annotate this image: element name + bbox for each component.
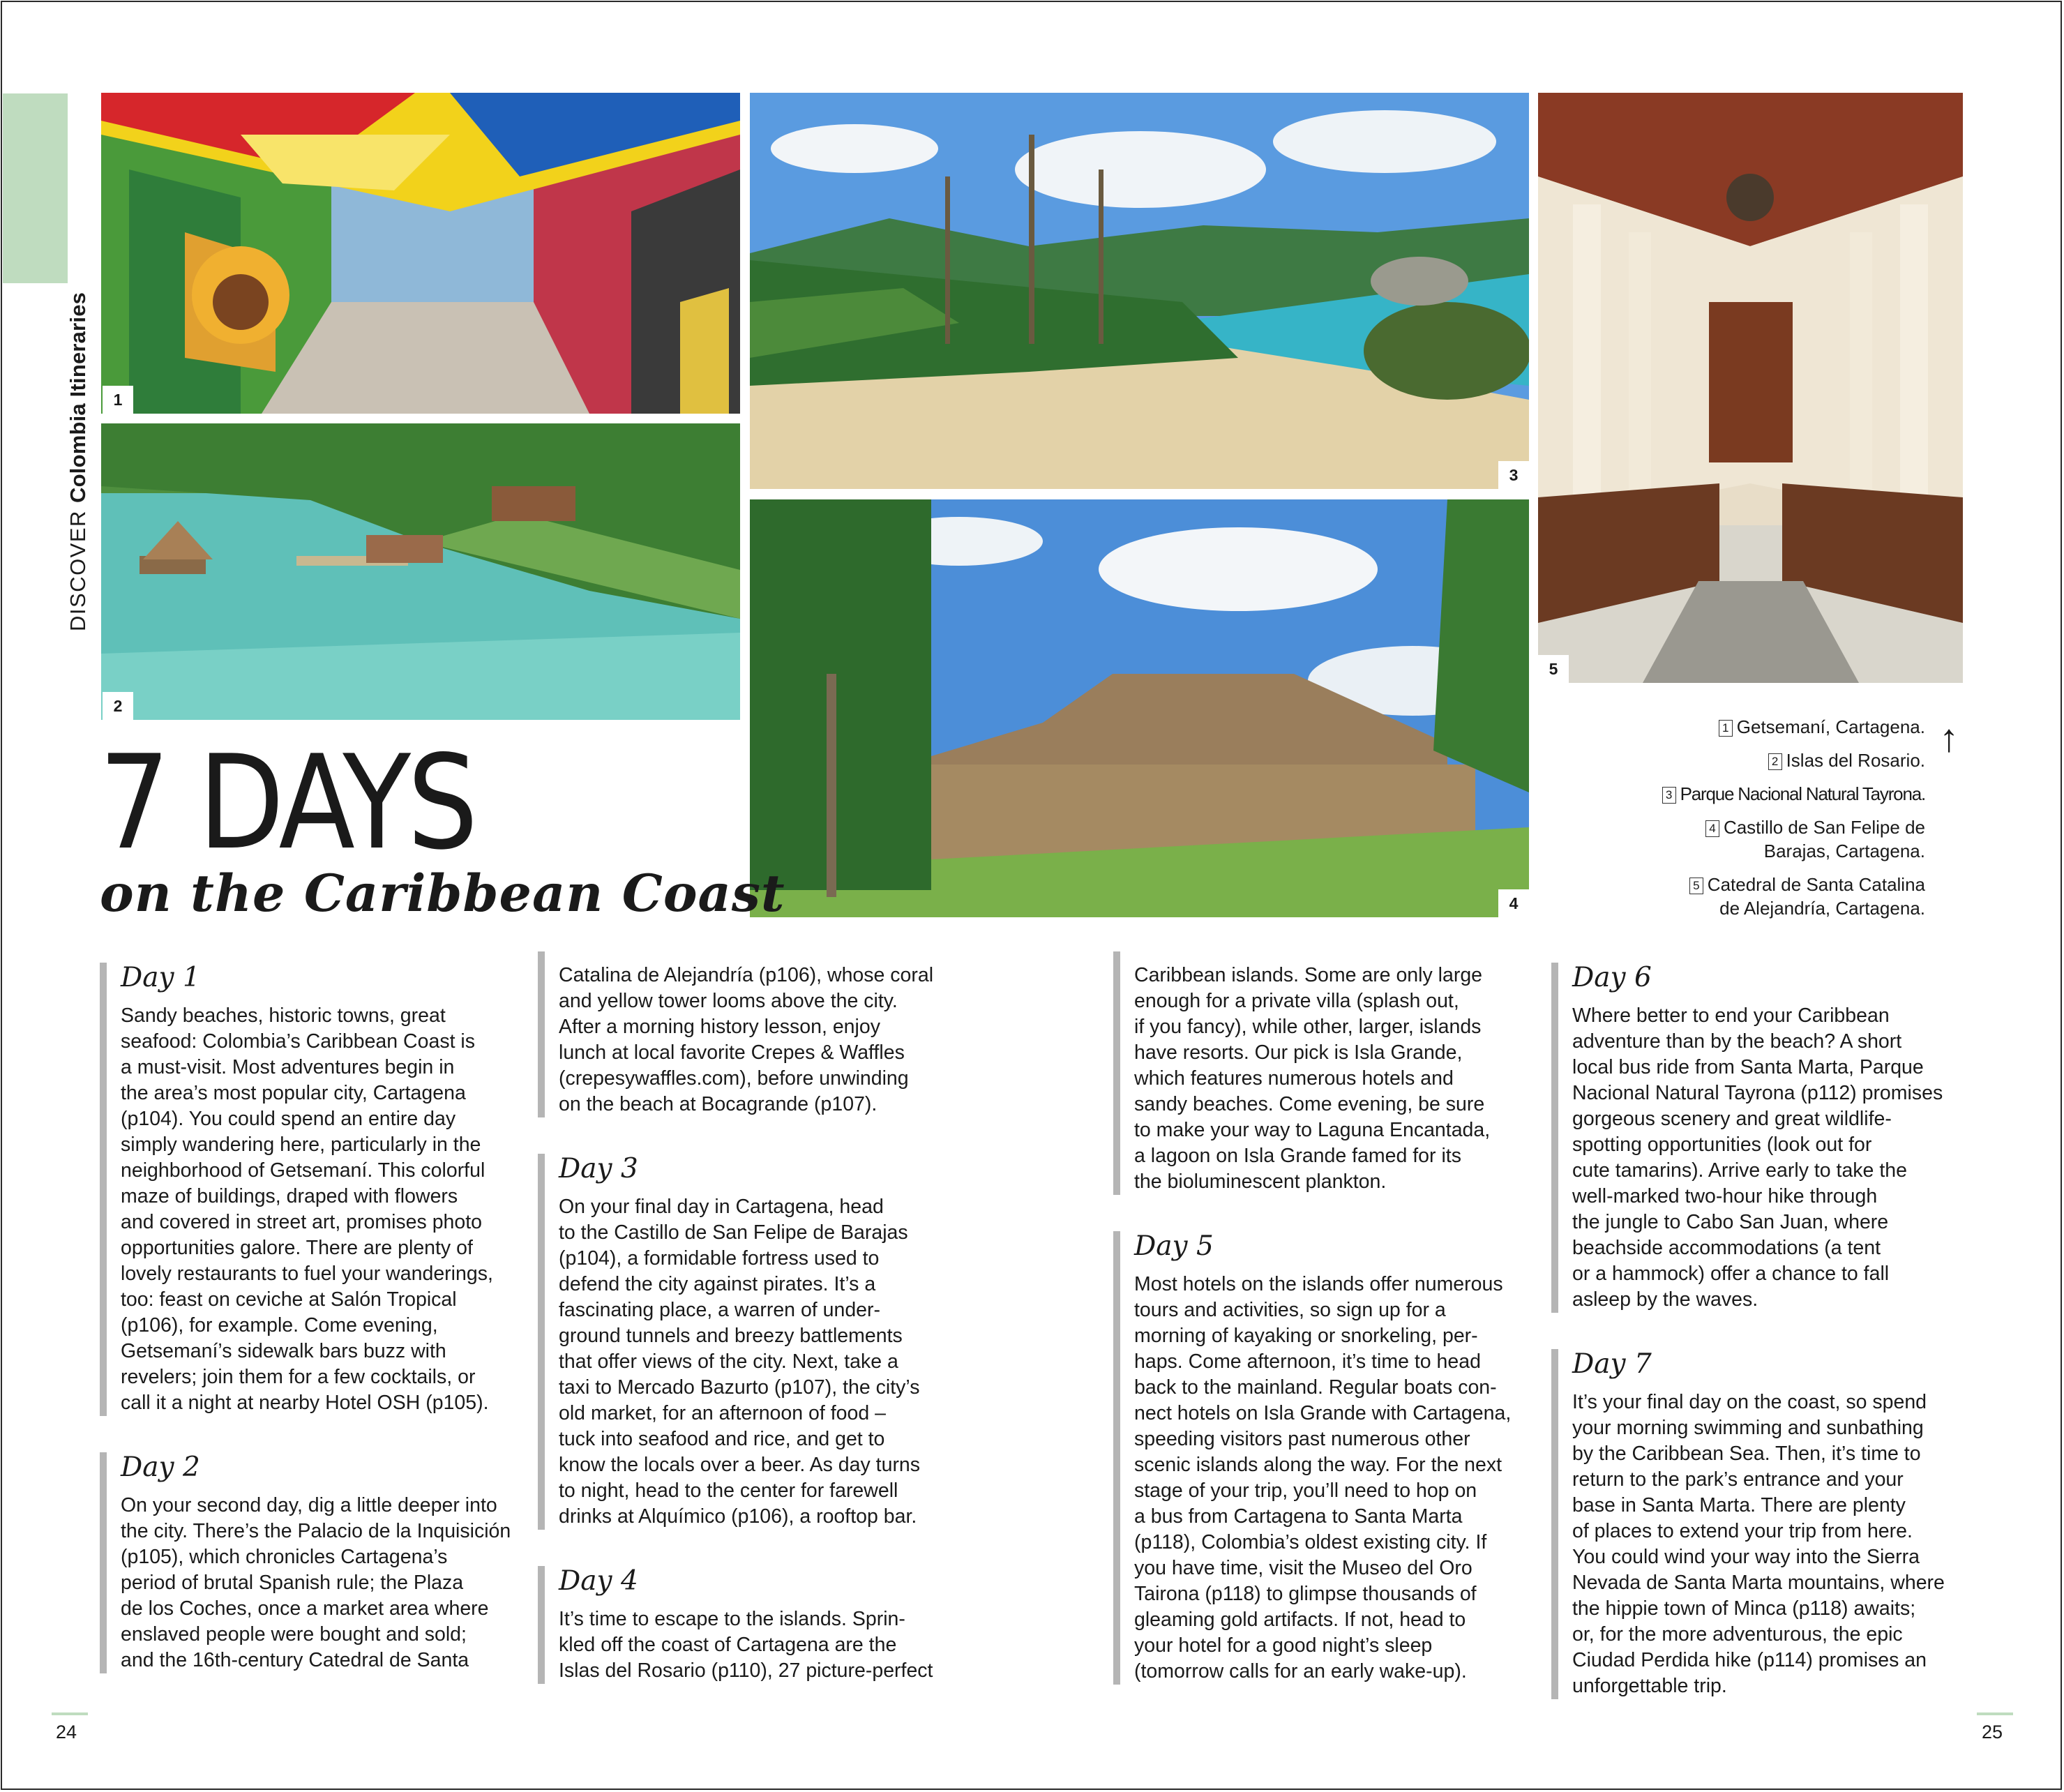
caption-text: Parque Nacional Natural Tayrona. bbox=[1680, 783, 1925, 804]
text-line: or a hammock) offer a chance to fall bbox=[1572, 1263, 1890, 1285]
text-line: Where better to end your Caribbean bbox=[1572, 1004, 1890, 1027]
day-heading: Day 5 bbox=[1134, 1230, 1214, 1262]
text-line: know the locals over a beer. As day turns bbox=[559, 1454, 921, 1476]
text-line: the hippie town of Minca (p118) awaits; bbox=[1572, 1597, 1916, 1620]
text-line: gleaming gold artifacts. If not, head to bbox=[1134, 1609, 1466, 1631]
text-line: asleep by the waves. bbox=[1572, 1288, 1758, 1311]
page-subtitle: on the Caribbean Coast bbox=[100, 864, 785, 924]
text-line: the area’s most popular city, Cartagena bbox=[121, 1082, 466, 1104]
photo-number: 3 bbox=[1498, 461, 1529, 489]
island-photo-icon bbox=[101, 423, 740, 720]
photo-number: 5 bbox=[1538, 655, 1569, 683]
caption-5 bbox=[1590, 873, 1925, 920]
photo-captions bbox=[1590, 715, 1925, 930]
text-line: tours and activities, so sign up for a bbox=[1134, 1299, 1446, 1321]
day-2-continued bbox=[559, 963, 949, 1117]
photo-number: 2 bbox=[103, 692, 133, 720]
caption-1 bbox=[1590, 715, 1925, 739]
text-line: maze of buildings, draped with flowers bbox=[121, 1185, 458, 1207]
text-line: ground tunnels and breezy battlements bbox=[559, 1325, 903, 1347]
caption-text: Catedral de Santa Catalina bbox=[1707, 874, 1925, 895]
text-line: back to the mainland. Regular boats con- bbox=[1134, 1376, 1497, 1399]
text-line: too: feast on ceviche at Salón Tropical bbox=[121, 1288, 457, 1311]
up-arrow-icon: ↑ bbox=[1939, 716, 1959, 760]
cathedral-photo-icon bbox=[1538, 93, 1963, 683]
text-line: Nacional Natural Tayrona (p112) promises bbox=[1572, 1082, 1943, 1104]
caption-4 bbox=[1590, 815, 1925, 863]
text-line: cute tamarins). Arrive early to take the bbox=[1572, 1159, 1907, 1182]
day-body bbox=[559, 963, 949, 1117]
text-column-3 bbox=[1134, 963, 1525, 1685]
caption-number: 2 bbox=[1768, 753, 1782, 770]
text-line: neighborhood of Getsemaní. This colorful bbox=[121, 1159, 485, 1182]
text-line: Sandy beaches, historic towns, great bbox=[121, 1004, 446, 1027]
text-line: opportunities galore. There are plenty of bbox=[121, 1237, 473, 1259]
text-line: to night, head to the center for farewell bbox=[559, 1479, 898, 1502]
text-line: Ciudad Perdida hike (p114) promises an bbox=[1572, 1649, 1927, 1671]
day-body bbox=[559, 1606, 949, 1684]
text-line: It’s your final day on the coast, so spend bbox=[1572, 1391, 1927, 1413]
text-line: your hotel for a good night’s sleep bbox=[1134, 1634, 1433, 1657]
text-line: (p106), for example. Come evening, bbox=[121, 1314, 438, 1337]
photo-getsemani bbox=[101, 93, 740, 414]
day-body bbox=[1134, 963, 1525, 1195]
text-line: to the Castillo de San Felipe de Barajas bbox=[559, 1221, 908, 1244]
text-line: (crepesywaffles.com), before unwinding bbox=[559, 1067, 909, 1090]
text-line: stage of your trip, you’ll need to hop on bbox=[1134, 1479, 1477, 1502]
caption-number: 4 bbox=[1705, 820, 1719, 837]
text-line: you have time, visit the Museo del Oro bbox=[1134, 1557, 1472, 1579]
text-line: (p105), which chronicles Cartagena’s bbox=[121, 1546, 448, 1568]
text-line: Getsemaní’s sidewalk bars buzz with bbox=[121, 1340, 446, 1362]
text-line: Tairona (p118) to glimpse thousands of bbox=[1134, 1583, 1477, 1605]
day-heading: Day 1 bbox=[121, 962, 200, 993]
text-line: adventure than by the beach? A short bbox=[1572, 1030, 1902, 1053]
day-body bbox=[121, 1493, 511, 1673]
day-2-section bbox=[121, 1452, 511, 1673]
text-line: taxi to Mercado Bazurto (p107), the city’s bbox=[559, 1376, 920, 1399]
text-line: well-marked two-hour hike through bbox=[1572, 1185, 1878, 1207]
text-line: tuck into seafood and rice, and get to bbox=[559, 1428, 885, 1450]
text-line: kled off the coast of Cartagena are the bbox=[559, 1634, 897, 1656]
day-body bbox=[1572, 1390, 1963, 1699]
text-line: fascinating place, a warren of under- bbox=[559, 1299, 881, 1321]
day-heading: Day 2 bbox=[121, 1452, 200, 1483]
text-line: a must-visit. Most adventures begin in bbox=[121, 1056, 455, 1078]
text-line: On your final day in Cartagena, head bbox=[559, 1196, 884, 1218]
text-line: call it a night at nearby Hotel OSH (p105). bbox=[121, 1392, 489, 1414]
text-line: if you fancy), while other, larger, islands bbox=[1134, 1016, 1482, 1038]
day-body bbox=[1572, 1003, 1963, 1313]
day-5-section bbox=[1134, 1231, 1525, 1685]
photo-tayrona bbox=[750, 93, 1529, 489]
side-label bbox=[66, 292, 91, 631]
page-number-left: 24 bbox=[56, 1722, 77, 1742]
caption-number: 3 bbox=[1662, 787, 1676, 804]
text-column-4 bbox=[1572, 963, 1963, 1699]
day-4-continued bbox=[1134, 963, 1525, 1195]
day-body bbox=[1134, 1272, 1525, 1685]
text-line: return to the park’s entrance and your bbox=[1572, 1468, 1904, 1491]
text-line: to make your way to Laguna Encantada, bbox=[1134, 1119, 1491, 1141]
text-line: haps. Come afternoon, it’s time to head bbox=[1134, 1350, 1481, 1373]
text-line: the jungle to Cabo San Juan, where bbox=[1572, 1211, 1889, 1233]
text-line: morning of kayaking or snorkeling, per- bbox=[1134, 1325, 1478, 1347]
text-line: or, for the more adventurous, the epic bbox=[1572, 1623, 1903, 1646]
side-label-discover: DISCOVER bbox=[66, 510, 90, 631]
caption-number: 5 bbox=[1689, 878, 1703, 894]
text-line: defend the city against pirates. It’s a bbox=[559, 1273, 876, 1295]
text-line: de los Coches, once a market area where bbox=[121, 1597, 489, 1620]
section-tab bbox=[3, 93, 68, 283]
folio-rule-right bbox=[1977, 1712, 2013, 1715]
text-line: It’s time to escape to the islands. Sprin- bbox=[559, 1608, 905, 1630]
text-line: (p118), Colombia’s oldest existing city. If bbox=[1134, 1531, 1487, 1553]
text-line: On your second day, dig a little deeper into bbox=[121, 1494, 497, 1516]
text-line: old market, for an afternoon of food – bbox=[559, 1402, 886, 1424]
text-line: scenic islands along the way. For the next bbox=[1134, 1454, 1502, 1476]
text-line: the city. There’s the Palacio de la Inquisición bbox=[121, 1520, 511, 1542]
text-line: local bus ride from Santa Marta, Parque bbox=[1572, 1056, 1924, 1078]
text-line: beachside accommodations (a tent bbox=[1572, 1237, 1881, 1259]
text-line: (p104), a formidable fortress used to bbox=[559, 1247, 880, 1270]
text-line: Caribbean islands. Some are only large bbox=[1134, 964, 1483, 986]
beach-photo-icon bbox=[750, 93, 1529, 489]
text-line: a bus from Cartagena to Santa Marta bbox=[1134, 1505, 1463, 1528]
text-line: period of brutal Spanish rule; the Plaza bbox=[121, 1572, 464, 1594]
text-line: After a morning history lesson, enjoy bbox=[559, 1016, 880, 1038]
text-line: and covered in street art, promises photo bbox=[121, 1211, 483, 1233]
caption-text: de Alejandría, Cartagena. bbox=[1719, 898, 1925, 919]
text-line: Catalina de Alejandría (p106), whose coral bbox=[559, 964, 934, 986]
text-line: revelers; join them for a few cocktails, or bbox=[121, 1366, 476, 1388]
day-3-section bbox=[559, 1154, 949, 1530]
text-line: that offer views of the city. Next, take a bbox=[559, 1350, 898, 1373]
text-line: simply wandering here, particularly in the bbox=[121, 1134, 481, 1156]
folio-rule-left bbox=[52, 1712, 88, 1715]
text-line: and the 16th-century Catedral de Santa bbox=[121, 1649, 469, 1671]
text-line: drinks at Alquímico (p106), a rooftop bar. bbox=[559, 1505, 917, 1528]
text-line: lovely restaurants to fuel your wanderings, bbox=[121, 1263, 493, 1285]
text-line: base in Santa Marta. There are plenty bbox=[1572, 1494, 1906, 1516]
text-line: have resorts. Our pick is Isla Grande, bbox=[1134, 1041, 1463, 1064]
side-label-section: Colombia Itineraries bbox=[66, 292, 90, 503]
text-line: nect hotels on Isla Grande with Cartagena, bbox=[1134, 1402, 1512, 1424]
text-line: your morning swimming and sunbathing bbox=[1572, 1417, 1924, 1439]
text-line: enslaved people were bought and sold; bbox=[121, 1623, 467, 1646]
text-line: (p104). You could spend an entire day bbox=[121, 1108, 456, 1130]
day-6-section bbox=[1572, 963, 1963, 1313]
text-line: lunch at local favorite Crepes & Waffles bbox=[559, 1041, 905, 1064]
text-line: sandy beaches. Come evening, be sure bbox=[1134, 1093, 1485, 1115]
caption-number: 1 bbox=[1719, 720, 1733, 737]
text-line: on the beach at Bocagrande (p107). bbox=[559, 1093, 877, 1115]
photo-catedral bbox=[1538, 93, 1963, 683]
day-heading: Day 4 bbox=[559, 1565, 638, 1597]
caption-text: Castillo de San Felipe de bbox=[1723, 817, 1925, 838]
caption-text: Islas del Rosario. bbox=[1786, 750, 1925, 771]
text-line: Nevada de Santa Marta mountains, where bbox=[1572, 1572, 1945, 1594]
photo-islas-del-rosario bbox=[101, 423, 740, 720]
caption-text: Getsemaní, Cartagena. bbox=[1736, 716, 1925, 737]
caption-3 bbox=[1590, 782, 1925, 806]
text-line: seafood: Colombia’s Caribbean Coast is bbox=[121, 1030, 476, 1053]
text-line: speeding visitors past numerous other bbox=[1134, 1428, 1470, 1450]
photo-castillo-san-felipe bbox=[750, 499, 1529, 917]
fortress-photo-icon bbox=[750, 499, 1529, 917]
text-line: a lagoon on Isla Grande famed for its bbox=[1134, 1145, 1461, 1167]
day-heading: Day 7 bbox=[1572, 1348, 1652, 1380]
text-column-2 bbox=[559, 963, 949, 1684]
day-heading: Day 3 bbox=[559, 1153, 638, 1184]
day-7-section bbox=[1572, 1349, 1963, 1699]
caption-text: Barajas, Cartagena. bbox=[1763, 841, 1925, 861]
text-line: the bioluminescent plankton. bbox=[1134, 1170, 1387, 1193]
text-line: (tomorrow calls for an early wake-up). bbox=[1134, 1660, 1467, 1682]
text-line: gorgeous scenery and great wildlife- bbox=[1572, 1108, 1892, 1130]
day-1-section bbox=[121, 963, 511, 1416]
day-body bbox=[559, 1194, 949, 1530]
caption-2 bbox=[1590, 748, 1925, 772]
text-line: unforgettable trip. bbox=[1572, 1675, 1727, 1697]
day-heading: Day 6 bbox=[1572, 962, 1652, 993]
text-line: of places to extend your trip from here. bbox=[1572, 1520, 1913, 1542]
text-line: and yellow tower looms above the city. bbox=[559, 990, 898, 1012]
text-line: Most hotels on the islands offer numerous bbox=[1134, 1273, 1503, 1295]
day-4-section bbox=[559, 1566, 949, 1684]
street-photo-icon bbox=[101, 93, 740, 414]
text-line: by the Caribbean Sea. Then, it’s time to bbox=[1572, 1443, 1921, 1465]
page-number-right: 25 bbox=[1982, 1722, 2003, 1742]
photo-number: 1 bbox=[103, 386, 133, 414]
text-line: which features numerous hotels and bbox=[1134, 1067, 1454, 1090]
text-line: You could wind your way into the Sierra bbox=[1572, 1546, 1920, 1568]
page-title: 7 DAYS bbox=[99, 727, 475, 878]
text-line: enough for a private villa (splash out, bbox=[1134, 990, 1459, 1012]
photo-number: 4 bbox=[1498, 889, 1529, 917]
day-body bbox=[121, 1003, 511, 1416]
text-line: Islas del Rosario (p110), 27 picture-perfect bbox=[559, 1659, 933, 1682]
text-line: spotting opportunities (look out for bbox=[1572, 1134, 1872, 1156]
text-column-1 bbox=[121, 963, 511, 1673]
